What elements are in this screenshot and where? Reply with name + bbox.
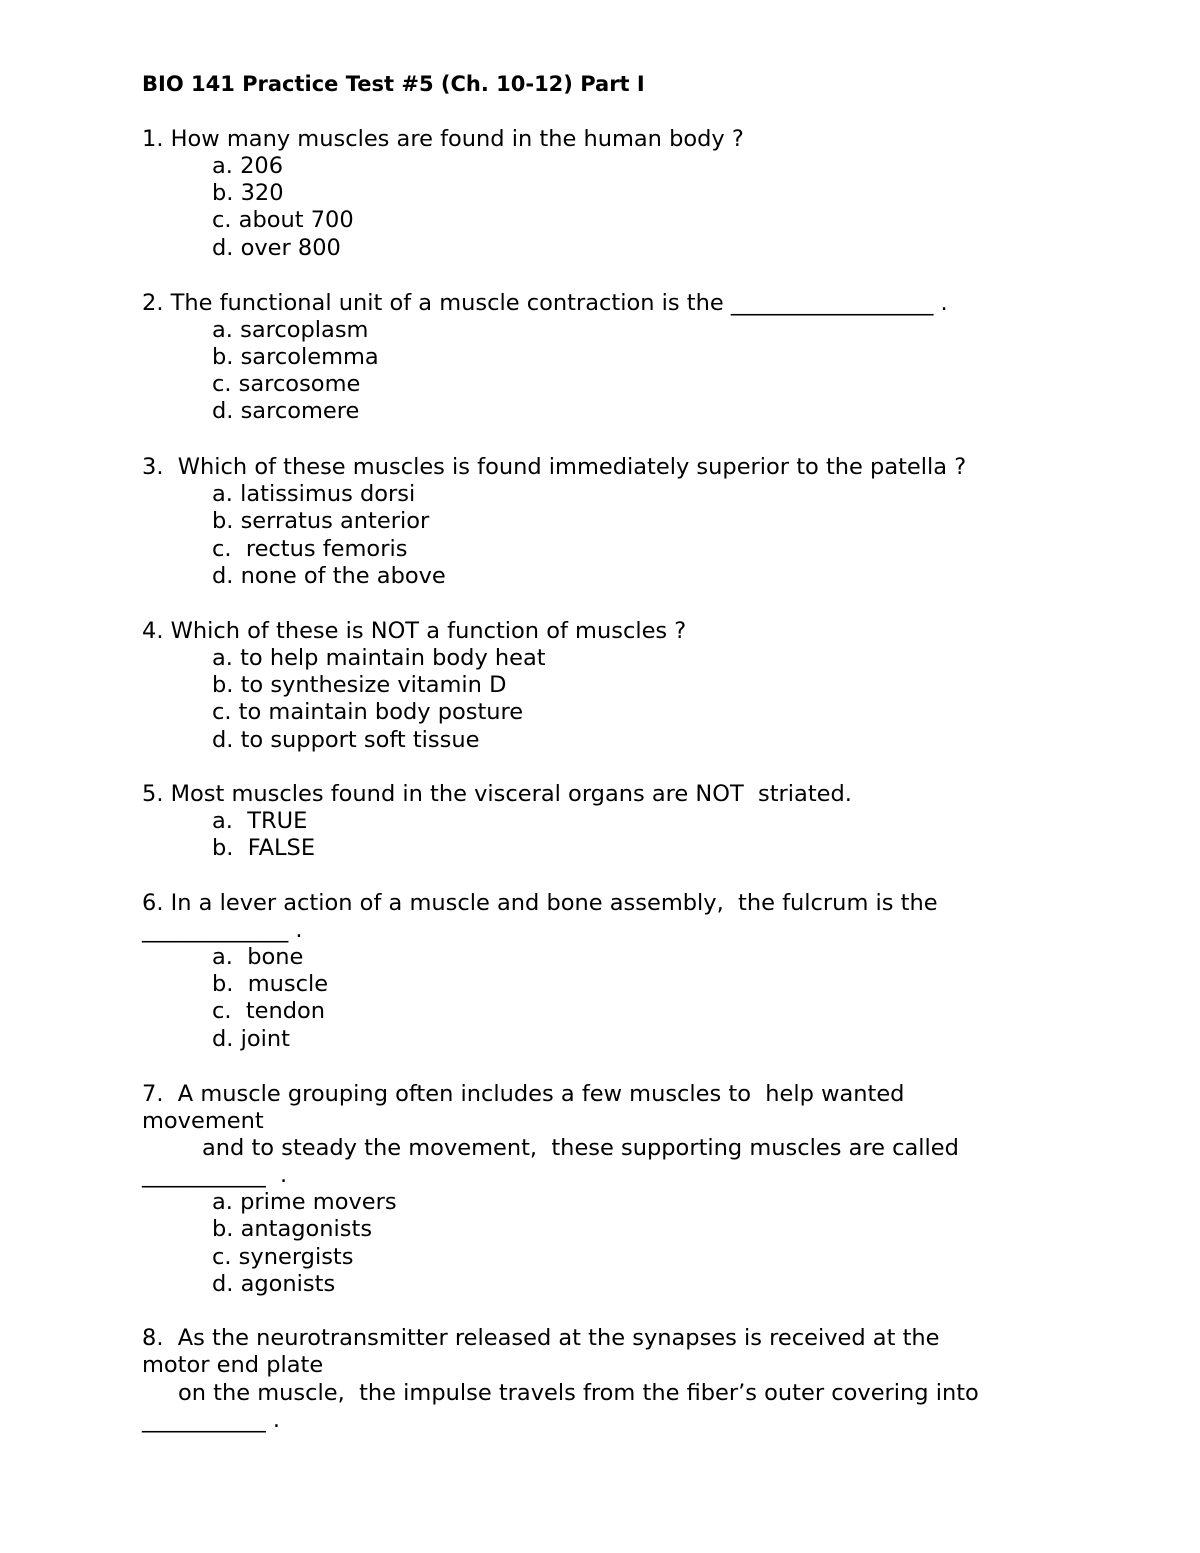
question-6-stem: 6. In a lever action of a muscle and bone assembly, the fulcrum is the <box>142 890 938 916</box>
question-6-option-c: c. tendon <box>212 998 326 1024</box>
question-1-option-c: c. about 700 <box>212 207 354 233</box>
question-6-option-a: a. bone <box>212 944 304 970</box>
question-7-stem: 7. A muscle grouping often includes a few muscles to help wanted <box>142 1081 905 1107</box>
question-8-stem-line-2: motor end plate <box>142 1352 324 1378</box>
question-8-stem-line-3: on the muscle, the impulse travels from the fiber’s outer covering into <box>178 1380 979 1406</box>
question-3-option-d: d. none of the above <box>212 563 446 589</box>
page-title: BIO 141 Practice Test #5 (Ch. 10-12) Part I <box>142 72 645 96</box>
question-2-option-d: d. sarcomere <box>212 398 360 424</box>
question-7-option-a: a. prime movers <box>212 1189 397 1215</box>
question-7-stem-line-3: and to steady the movement, these supporting muscles are called <box>202 1135 959 1161</box>
question-6-stem-blank: _____________ . <box>142 917 303 943</box>
question-1-option-d: d. over 800 <box>212 235 341 261</box>
question-5-stem: 5. Most muscles found in the visceral organs are NOT striated. <box>142 781 852 807</box>
question-5-option-a: a. TRUE <box>212 808 308 834</box>
question-7-option-b: b. antagonists <box>212 1216 373 1242</box>
question-3-option-a: a. latissimus dorsi <box>212 481 416 507</box>
question-5-option-b: b. FALSE <box>212 835 316 861</box>
question-7-stem-line-2: movement <box>142 1108 264 1134</box>
question-7-stem-blank: ___________ . <box>142 1162 288 1188</box>
question-3-option-c: c. rectus femoris <box>212 536 408 562</box>
question-4-stem: 4. Which of these is NOT a function of muscles ? <box>142 618 687 644</box>
question-3-stem: 3. Which of these muscles is found immediately superior to the patella ? <box>142 454 967 480</box>
question-6-option-d: d. joint <box>212 1026 290 1052</box>
question-2-option-b: b. sarcolemma <box>212 344 379 370</box>
question-1-option-b: b. 320 <box>212 180 284 206</box>
question-4-option-c: c. to maintain body posture <box>212 699 524 725</box>
question-4-option-b: b. to synthesize vitamin D <box>212 672 507 698</box>
question-3-option-b: b. serratus anterior <box>212 508 430 534</box>
question-4-option-a: a. to help maintain body heat <box>212 645 546 671</box>
question-1-stem: 1. How many muscles are found in the human body ? <box>142 126 744 152</box>
question-6-option-b: b. muscle <box>212 971 329 997</box>
question-8-stem: 8. As the neurotransmitter released at the synapses is received at the <box>142 1325 940 1351</box>
question-8-stem-blank: ___________ . <box>142 1407 281 1433</box>
question-2-stem: 2. The functional unit of a muscle contraction is the __________________ . <box>142 290 948 316</box>
question-4-option-d: d. to support soft tissue <box>212 727 480 753</box>
question-1-option-a: a. 206 <box>212 153 284 179</box>
question-2-option-c: c. sarcosome <box>212 371 361 397</box>
question-7-option-d: d. agonists <box>212 1271 336 1297</box>
question-7-option-c: c. synergists <box>212 1244 354 1270</box>
question-2-option-a: a. sarcoplasm <box>212 317 369 343</box>
